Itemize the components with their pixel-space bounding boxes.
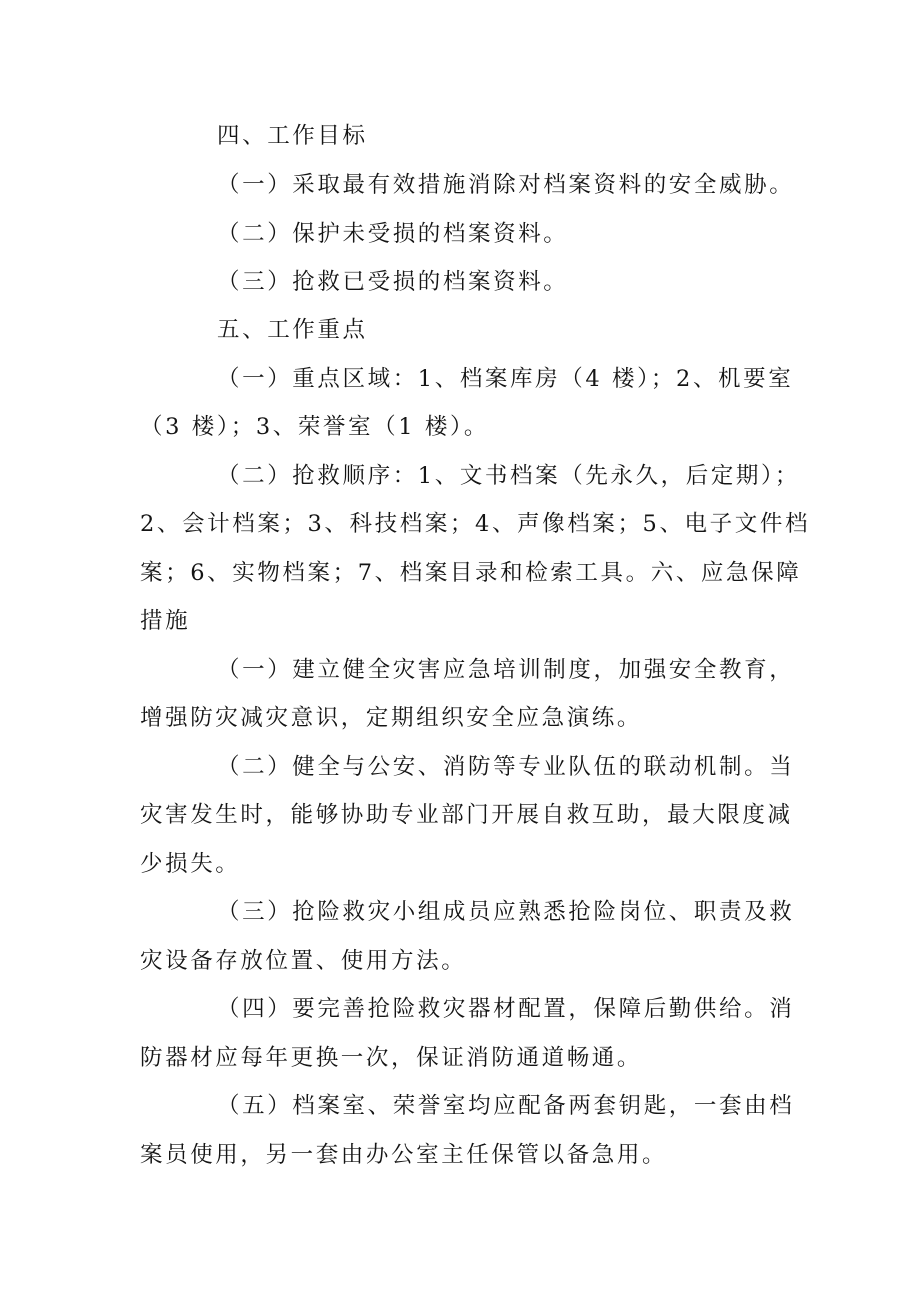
paragraph-line: 案；6、实物档案；7、档案目录和检索工具。六、应急保障 — [140, 560, 802, 586]
paragraph-line: 灾害发生时，能够协助专业部门开展自救互助，最大限度减 — [140, 802, 793, 828]
paragraph-line: 增强防灾减灾意识，定期组织安全应急演练。 — [140, 705, 643, 731]
paragraph-line: （二）保护未受损的档案资料。 — [217, 221, 569, 247]
paragraph-line: 防器材应每年更换一次，保证消防通道畅通。 — [140, 1045, 643, 1071]
paragraph-line: 2、会计档案；3、科技档案；4、声像档案；5、电子文件档 — [140, 511, 811, 537]
paragraph-line: （五）档案室、荣誉室均应配备两套钥匙，一套由档 — [217, 1093, 795, 1119]
paragraph-line: （四）要完善抢险救灾器材配置，保障后勤供给。消 — [217, 996, 795, 1022]
paragraph-line: 案员使用，另一套由办公室主任保管以备急用。 — [140, 1142, 668, 1168]
paragraph-line: （3 楼）；3、荣誉室（1 楼）。 — [140, 414, 489, 440]
paragraph-line: （一）采取最有效措施消除对档案资料的安全威胁。 — [217, 172, 795, 198]
paragraph-line: （二）抢救顺序：1、文书档案（先永久，后定期）； — [217, 463, 800, 489]
paragraph-line: 措施 — [140, 608, 191, 634]
paragraph-line: 灾设备存放位置、使用方法。 — [140, 948, 467, 974]
paragraph-line: 少损失。 — [140, 851, 241, 877]
section-heading-focus: 五、工作重点 — [217, 317, 368, 343]
paragraph-line: （二）健全与公安、消防等专业队伍的联动机制。当 — [217, 754, 795, 780]
section-heading-goals: 四、工作目标 — [217, 123, 368, 149]
paragraph-line: （一）建立健全灾害应急培训制度，加强安全教育， — [217, 657, 795, 683]
paragraph-line: （一）重点区域：1、档案库房（4 楼）；2、机要室 — [217, 366, 794, 392]
paragraph-line: （三）抢险救灾小组成员应熟悉抢险岗位、职责及救 — [217, 899, 795, 925]
paragraph-line: （三）抢救已受损的档案资料。 — [217, 269, 569, 295]
